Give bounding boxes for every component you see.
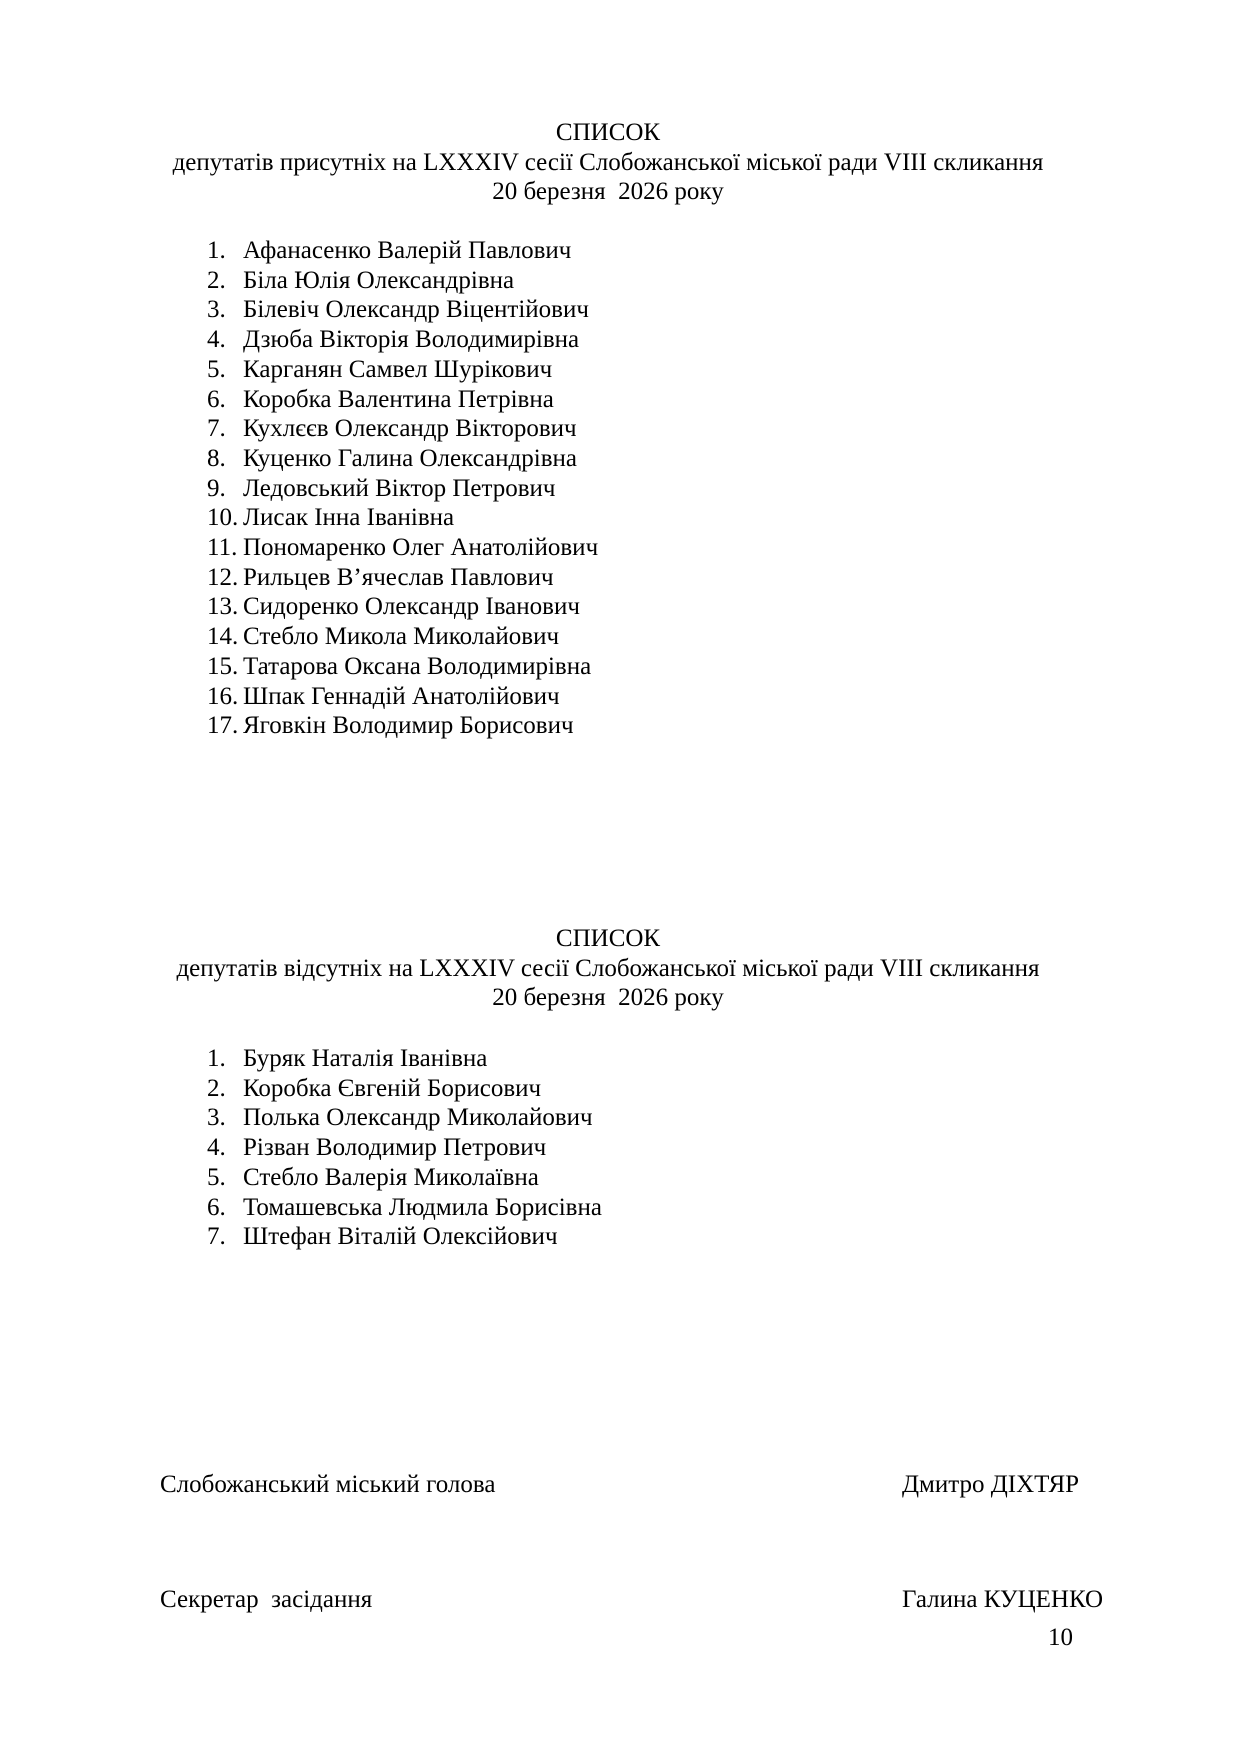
list-item: [207, 1044, 602, 1074]
member-name: Різван Володимир Петрович: [243, 1134, 547, 1162]
member-name: Афанасенко Валерій Павлович: [243, 237, 572, 264]
member-name: Стебло Микола Миколайович: [243, 623, 560, 651]
member-name: Пономаренко Олег Анатолійович: [243, 534, 599, 562]
member-name: Стебло Валерія Миколаївна: [243, 1163, 539, 1191]
member-name: Коробка Валентина Петрівна: [243, 385, 554, 413]
list-item: [207, 682, 598, 712]
list-item: [207, 295, 598, 325]
member-name: Шпак Геннадій Анатолійович: [243, 682, 560, 710]
member-name: Білевіч Олександр Віцентійович: [243, 296, 589, 324]
absent-list-title: СПИСОК: [555, 925, 661, 952]
absent-list-date: 20 березня 2026 року: [492, 984, 724, 1012]
list-item: [207, 592, 598, 622]
mayor-name: Дмитро ДІХТЯР: [902, 1471, 1080, 1498]
list-item: [207, 533, 598, 563]
secretary-name: Галина КУЦЕНКО: [902, 1586, 1104, 1613]
absent-list-subtitle: депутатів відсутніх на LXXXIV сесії Слобожанської міської ради VIII скликання: [176, 954, 1040, 982]
list-item: [207, 385, 598, 415]
member-name: Карганян Самвел Шурікович: [243, 355, 553, 383]
member-name: Ледовський Віктор Петрович: [243, 474, 556, 502]
list-item: [207, 474, 598, 504]
present-list-heading: [158, 118, 1058, 207]
secretary-signature-row: [0, 1586, 1240, 1618]
present-list-date: 20 березня 2026 року: [492, 178, 724, 206]
list-item: [207, 503, 598, 533]
absent-deputies-list: [207, 1044, 602, 1252]
secretary-role-label: Секретар засідання: [160, 1586, 373, 1613]
list-item: [207, 355, 598, 385]
list-item: [207, 652, 598, 682]
member-name: Татарова Оксана Володимирівна: [243, 652, 592, 680]
member-name: Полька Олександр Миколайович: [243, 1104, 593, 1132]
list-item: [207, 414, 598, 444]
member-name: Біла Юлія Олександрівна: [243, 266, 515, 294]
member-name: Буряк Наталія Іванівна: [243, 1045, 488, 1072]
list-item: [207, 1074, 602, 1104]
list-item: [207, 266, 598, 296]
mayor-signature-row: [0, 1471, 1240, 1503]
member-name: Штефан Віталій Олексійович: [243, 1223, 558, 1251]
list-item: [207, 711, 598, 741]
list-item: [207, 325, 598, 355]
member-name: Сидоренко Олександр Іванович: [243, 593, 580, 621]
member-name: Томашевська Людмила Борисівна: [243, 1193, 602, 1221]
member-name: Куценко Галина Олександрівна: [243, 444, 577, 472]
absent-list-heading: [158, 924, 1058, 1013]
mayor-role-label: Слобожанський міський голова: [160, 1471, 496, 1498]
list-item: [207, 563, 598, 593]
page-number: 10: [1048, 1624, 1073, 1651]
list-item: [207, 1163, 602, 1193]
present-list-subtitle: депутатів присутніх на LXXXIV сесії Слобожанської міської ради VIII скликання: [172, 148, 1044, 176]
list-item: [207, 1103, 602, 1133]
list-item: [207, 1193, 602, 1223]
member-name: Коробка Євгеній Борисович: [243, 1074, 542, 1102]
list-item: [207, 622, 598, 652]
list-item: [207, 444, 598, 474]
member-name: Кухлєєв Олександр Вікторович: [243, 415, 577, 443]
list-item: [207, 1133, 602, 1163]
member-name: Лисак Інна Іванівна: [243, 504, 455, 532]
member-name: Яговкін Володимир Борисович: [243, 712, 574, 740]
present-list-title: СПИСОК: [555, 119, 661, 146]
member-name: Дзюба Вікторія Володимирівна: [243, 326, 580, 354]
member-name: Рильцев В’ячеслав Павлович: [243, 563, 554, 591]
present-deputies-list: [207, 236, 598, 741]
list-item: [207, 236, 598, 266]
list-item: [207, 1222, 602, 1252]
